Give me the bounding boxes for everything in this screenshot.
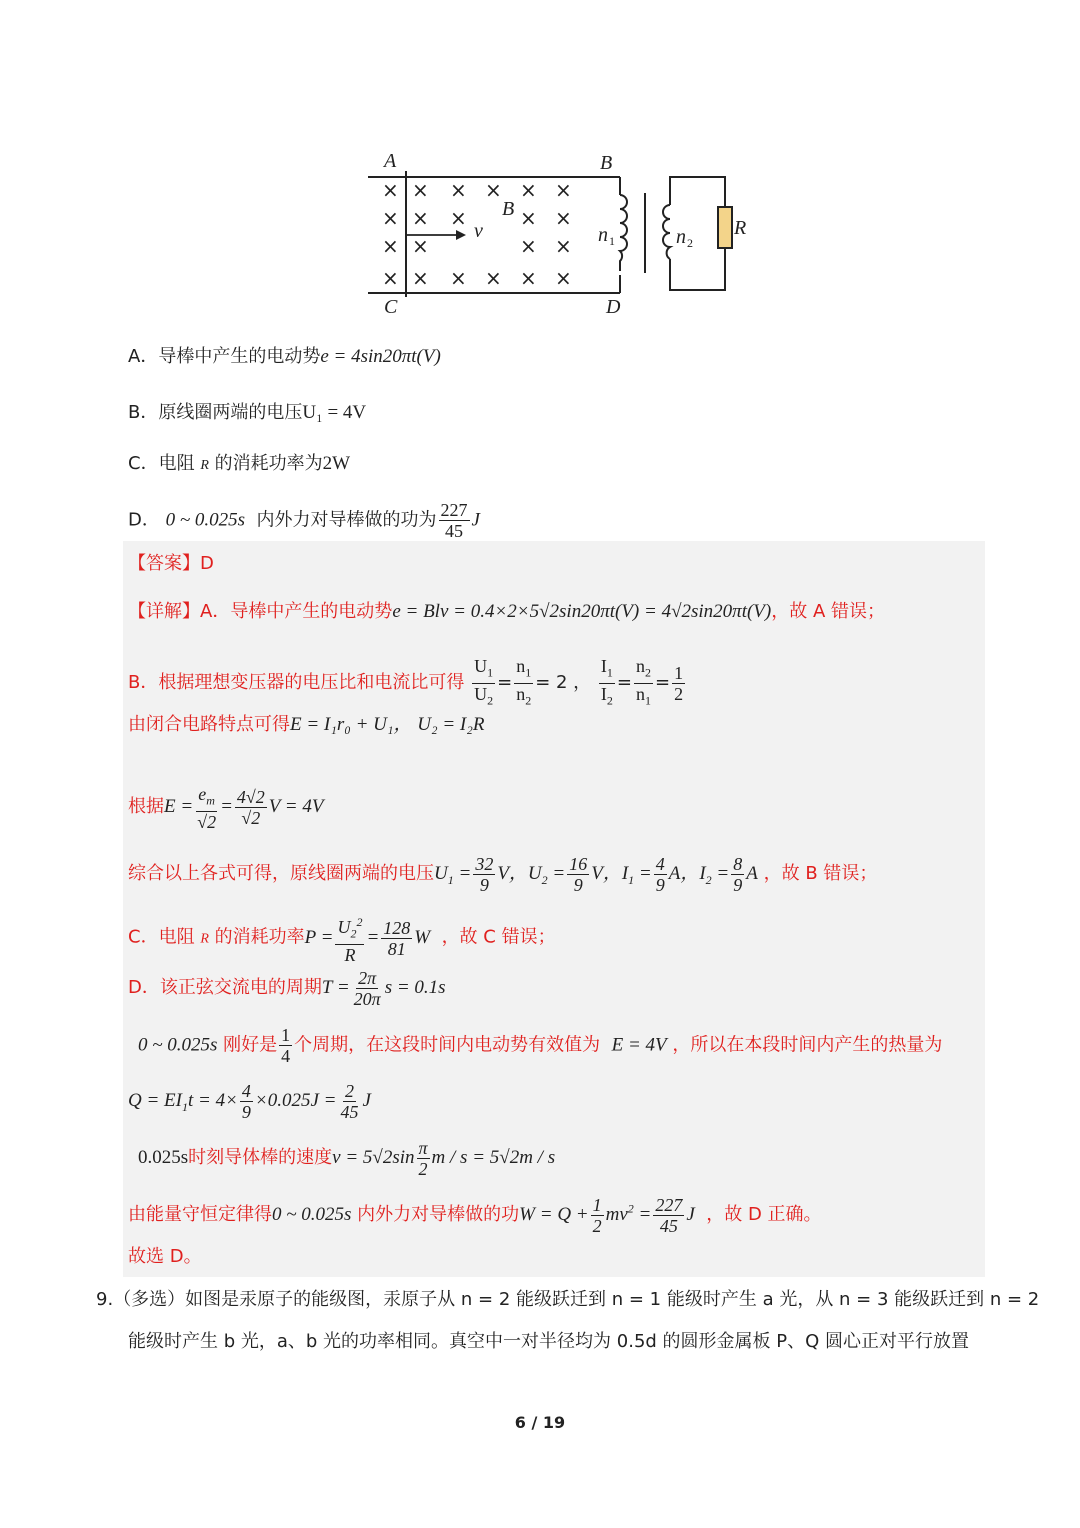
detail-line-11: 由能量守恒定律得0 ~ 0.025s 内外力对导棒做的功W = Q + $\frac{1}{2}$ $mv^2$ = $\frac{227}{45}$ J ，故 D 正确。: [128, 1195, 822, 1236]
field-cross: ×: [382, 234, 399, 258]
field-cross: ×: [520, 234, 537, 258]
label-n2-sub: 2: [687, 236, 693, 250]
detail-11-range: 0 ~ 0.025s: [272, 1203, 352, 1225]
detail-line-3: [128, 713, 484, 737]
option-d-range: 0 ~ 0.025s: [165, 509, 246, 531]
field-cross: ×: [555, 178, 572, 202]
answer-value: D: [200, 553, 214, 574]
field-cross: ×: [520, 178, 537, 202]
answer-line: [128, 552, 214, 576]
detail-3-formula: E = I₁r₀ + U₁， U₂ = I₂R: [290, 714, 485, 735]
detail-8-range: 0 ~ 0.025s: [138, 1034, 218, 1056]
option-c-label: C．电阻: [128, 453, 195, 474]
option-c-r: R: [200, 458, 209, 473]
label-R: R: [734, 217, 747, 239]
detail-line-5: 综合以上各式可得，原线圈两端的电压$U_1$ = $\frac{32}{9}$ V，$U_2$ = $\frac{16}{9}$ V，$I_1$ = $\frac{4}{9}$ A，$I_2$ = $\frac{8}{9}$ A ，故 B 错误；: [128, 854, 878, 895]
field-cross: ×: [450, 206, 467, 230]
detail-5-text: 综合以上各式可得，原线圈两端的电压: [128, 862, 434, 884]
field-cross: ×: [382, 206, 399, 230]
q9-line-1: [96, 1288, 1039, 1312]
field-cross: ×: [412, 234, 429, 258]
field-cross: ×: [555, 234, 572, 258]
option-b: [128, 401, 366, 425]
detail-10-time: 0.025s: [138, 1146, 189, 1168]
detail-6-mid: 的消耗功率: [214, 926, 305, 948]
label-C: C: [384, 296, 398, 318]
detail-line-6: C．电阻 R 的消耗功率P = $\frac{U_2^2}{R}$ = $\frac{128}{81}$ W ，故 C 错误；: [128, 912, 556, 965]
field-cross: ×: [382, 266, 399, 290]
detail-10-text: 时刻导体棒的速度: [188, 1146, 333, 1168]
detail-1-tail: ，故 A 错误；: [771, 601, 886, 622]
field-cross: ×: [412, 266, 429, 290]
field-cross: ×: [412, 206, 429, 230]
field-cross: ×: [555, 266, 572, 290]
detail-3-text: 由闭合电路特点可得: [128, 714, 290, 735]
detail-line-4: 根据E = $\frac{e_m}{√2}$ = $\frac{4√2}{√2}$ V = 4V: [128, 784, 324, 832]
field-cross: ×: [485, 178, 502, 202]
label-n1-sub: 1: [609, 234, 615, 248]
option-c-tail: 的消耗功率为: [214, 453, 323, 474]
detail-8-e: ，所以在本段时间内产生的热量为: [672, 1034, 943, 1056]
q9-text-1: （多选）如图是汞原子的能级图，汞原子从 n = 2 能级跃迁到 n = 1 能级时产生 a 光，从 n = 3 能级跃迁到 n = 2: [113, 1289, 1040, 1310]
option-b-formula: U₁ = 4V: [302, 402, 367, 423]
option-c-value: 2W: [322, 453, 351, 474]
option-d: [128, 500, 480, 541]
field-cross: ×: [412, 178, 429, 202]
detail-line-9: $Q = EI_1t = 4\times$ $\frac{4}{9}$ ×0.025J = $\frac{2}{45}$ J: [128, 1081, 371, 1122]
detail-11-tail: ，故 D 正确。: [706, 1203, 822, 1225]
detail-11-c: 内外力对导棒做的功: [357, 1203, 520, 1225]
label-n2: n: [676, 226, 686, 248]
label-v: v: [474, 220, 483, 242]
detail-5-tail: ，故 B 错误；: [763, 862, 878, 884]
option-b-label: B．原线圈两端的电压: [128, 402, 303, 423]
detail-line-10: 0.025s时刻导体棒的速度v = 5√2sin $\frac{\pi}{2}$ m / s = 5√2m / s: [138, 1138, 556, 1179]
field-cross: ×: [382, 178, 399, 202]
detail-7-text: D．该正弦交流电的周期: [128, 976, 322, 998]
detail-6-r: R: [200, 931, 209, 947]
detail-6-text: C．电阻: [128, 926, 195, 948]
option-c: [128, 452, 350, 478]
detail-1-formula: e = Blv = 0.4×2×5√2sin20πt(V) = 4√2sin20πt(V): [392, 601, 772, 622]
field-cross: ×: [450, 178, 467, 202]
detail-1-text: 【详解】A．导棒中产生的电动势: [128, 601, 393, 622]
option-a-label: A．导棒中产生的电动势: [128, 346, 321, 367]
detail-8-d: E = 4V: [611, 1034, 667, 1056]
detail-4-text: 根据: [128, 796, 164, 818]
option-d-den: 45: [445, 521, 463, 541]
detail-6-tail: ，故 C 错误；: [441, 926, 556, 948]
answer-prefix: 【答案】: [128, 553, 200, 574]
option-d-unit: J: [471, 509, 480, 531]
field-cross: ×: [520, 266, 537, 290]
option-a: [128, 345, 441, 369]
label-B-field: B: [502, 198, 515, 220]
option-d-num: 227: [440, 500, 468, 520]
field-cross: ×: [520, 206, 537, 230]
q9-number: 9.: [96, 1289, 114, 1310]
label-n1: n: [598, 224, 608, 246]
detail-line-1: [128, 600, 885, 624]
detail-8-c: 个周期，在这段时间内电动势有效值为: [294, 1034, 601, 1056]
field-cross: ×: [450, 266, 467, 290]
label-B-corner: B: [600, 152, 613, 174]
field-cross: ×: [485, 266, 502, 290]
label-A: A: [384, 150, 397, 172]
q9-text-2: 能级时产生 b 光，a、b 光的功率相同。真空中一对半径均为 0.5d 的圆形金属板 P、Q 圆心正对平行放置: [128, 1331, 970, 1352]
q9-line-2: [128, 1330, 969, 1354]
page-number: 6 / 19: [514, 1413, 566, 1432]
label-D: D: [606, 296, 621, 318]
option-a-formula: e = 4sin20πt(V): [320, 346, 441, 367]
field-cross: ×: [555, 206, 572, 230]
option-d-text: 内外力对导棒做的功为: [256, 509, 437, 531]
detail-line-12: [128, 1245, 202, 1269]
detail-line-2: B．根据理想变压器的电压比和电流比可得 $\frac{U_1}{U_2}$ = $\frac{n_1}{n_2}$ = 2 ， $\frac{I_1}{I_2}$ = $\frac{n_2}{n_1}$ = $\frac{1}{2}$: [128, 656, 684, 708]
option-d-label: D．: [128, 509, 160, 531]
detail-line-8: 0 ~ 0.025s 刚好是 $\frac{1}{4}$ 个周期，在这段时间内电动势有效值为 E = 4V ，所以在本段时间内产生的热量为: [138, 1025, 943, 1066]
detail-8-b: 刚好是: [223, 1034, 278, 1056]
detail-12-text: 故选 D。: [128, 1246, 202, 1267]
detail-2-text: B．根据理想变压器的电压比和电流比可得: [128, 672, 465, 694]
detail-11-a: 由能量守恒定律得: [128, 1203, 272, 1225]
detail-line-7: D．该正弦交流电的周期T = $\frac{2\pi}{20\pi}$ s = 0.1s: [128, 968, 446, 1009]
circuit-figure: [360, 145, 760, 320]
